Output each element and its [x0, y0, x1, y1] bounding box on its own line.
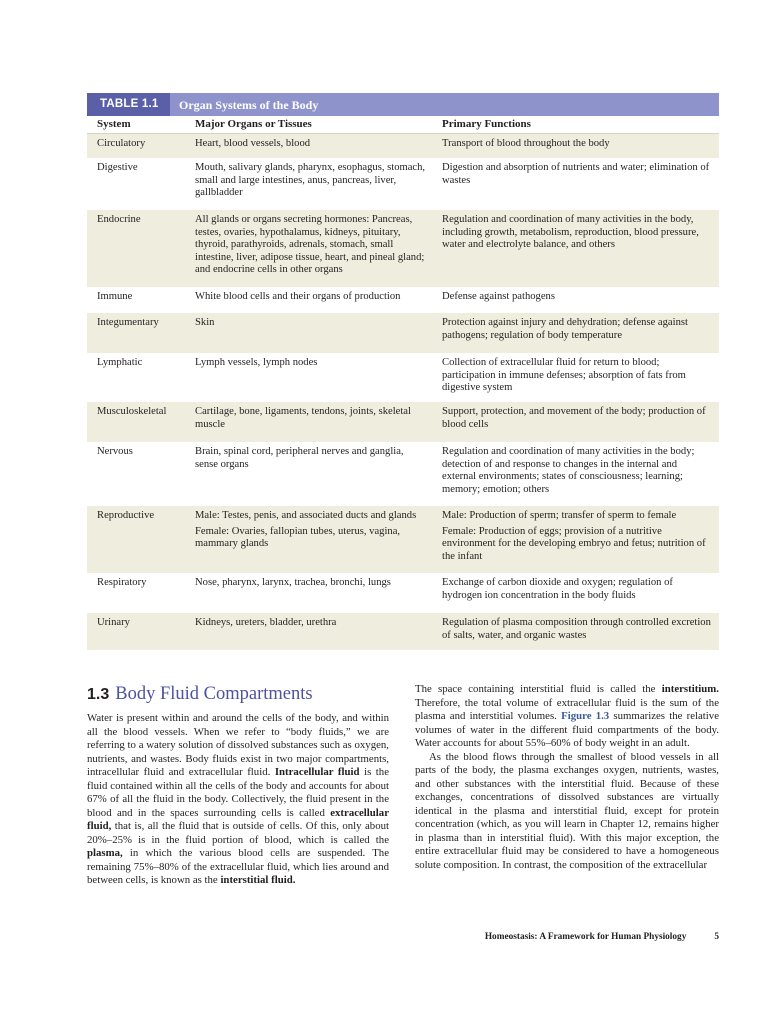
figure-reference-link[interactable]: Figure 1.3	[561, 710, 610, 722]
table-row	[87, 506, 719, 573]
organs-cell: All glands or organs secreting hormones: Pancreas, testes, ovaries, hypothalamus, kidneys, pituitary, thyroid, parathyroids, adrenals, stomach, small intestine, liver, adipose tissue, heart, and pineal gland; and endocrine cells in other organs	[195, 214, 425, 275]
right-text-column	[415, 683, 719, 872]
table-label: TABLE 1.1	[87, 93, 170, 116]
system-cell: Endocrine	[97, 214, 141, 225]
section-title: Body Fluid Compartments	[115, 684, 313, 704]
functions-cell: Regulation and coordination of many activities in the body, including growth, metabolism, reproduction, blood pressure, water and electrolyte balance, and others	[442, 214, 699, 250]
running-title: Homeostasis: A Framework for Human Physiology	[484, 932, 687, 942]
functions-cell: Male: Production of sperm; transfer of sperm to female Female: Production of eggs; provision of a nutritive environment for the developing embryo and fetus; nutrition of the infant	[442, 510, 706, 562]
section-heading	[87, 684, 389, 705]
organs-cell: Skin	[195, 317, 215, 328]
system-cell: Lymphatic	[97, 357, 143, 368]
key-term: Intracellular fluid	[274, 766, 360, 778]
table-header-bar	[87, 93, 719, 116]
system-cell: Respiratory	[97, 577, 147, 588]
system-cell: Nervous	[97, 446, 133, 457]
system-cell: Integumentary	[97, 317, 159, 328]
column-header-organs: Major Organs or Tissues	[195, 118, 312, 130]
table-row	[87, 210, 719, 287]
functions-cell: Defense against pathogens	[442, 291, 555, 302]
key-term: plasma,	[87, 847, 123, 859]
left-text-column	[87, 684, 389, 888]
system-cell: Digestive	[97, 162, 138, 173]
column-header-functions: Primary Functions	[442, 118, 531, 130]
functions-cell: Protection against injury and dehydration; defense against pathogens; regulation of body temperature	[442, 317, 688, 341]
table-row	[87, 613, 719, 650]
system-cell: Circulatory	[97, 138, 146, 149]
system-cell: Immune	[97, 291, 133, 302]
page-number: 5	[714, 932, 719, 942]
table-row	[87, 442, 719, 506]
key-term: interstitium.	[661, 683, 719, 695]
key-term: extracellular fluid,	[87, 806, 389, 832]
functions-cell: Exchange of carbon dioxide and oxygen; regulation of hydrogen ion concentration in the body fluids	[442, 577, 673, 601]
table-column-headers	[87, 116, 719, 134]
functions-cell: Regulation and coordination of many activities in the body; detection of and response to changes in the internal and external environments; states of consciousness; learning; memory; emotion; others	[442, 446, 695, 495]
organs-cell: Male: Testes, penis, and associated ducts and glands Female: Ovaries, fallopian tubes, uterus, vagina, mammary glands	[195, 510, 417, 549]
table-row	[87, 573, 719, 613]
system-cell: Reproductive	[97, 510, 155, 521]
section-number: 1.3	[87, 686, 110, 703]
organs-cell: Mouth, salivary glands, pharynx, esophagus, stomach, small and large intestines, anus, pancreas, liver, gallbladder	[195, 162, 426, 198]
table-title: Organ Systems of the Body	[179, 98, 319, 112]
organs-cell: Lymph vessels, lymph nodes	[195, 357, 318, 368]
organs-cell: Cartilage, bone, ligaments, tendons, joints, skeletal muscle	[195, 406, 411, 430]
organs-cell: Kidneys, ureters, bladder, urethra	[195, 617, 337, 628]
organs-cell: Heart, blood vessels, blood	[195, 138, 311, 149]
column-header-system: System	[97, 118, 131, 130]
functions-cell: Support, protection, and movement of the body; production of blood cells	[442, 406, 706, 430]
table-row	[87, 353, 719, 402]
table-row	[87, 287, 719, 313]
body-paragraph: Water is present within and around the cells of the body, and within all the blood vessels. When we refer to “body fluids,” we are referring to a watery solution of dissolved substances such as oxygen, nutrients, and wastes. Body fluids exist in two major compartments, intracellular fluid and extracellular fluid. Intracellular fluid is the fluid contained within all the cells of the body and accounts for about 67% of all the fluid in the body. Collectively, the fluid present in the blood and in the spaces surrounding cells is called extracellular fluid, that is, all the fluid that is outside of cells. Of this, only about 20%–25% is in the fluid portion of blood, which is called the plasma, in which the various blood cells are suspended. The remaining 75%–80% of the extracellular fluid, which lies around and between cells, is known as the interstitial fluid.	[87, 712, 389, 886]
key-term: interstitial fluid.	[220, 874, 296, 886]
functions-cell: Regulation of plasma composition through controlled excretion of salts, water, and organic wastes	[442, 617, 711, 641]
organs-cell: Brain, spinal cord, peripheral nerves and ganglia, sense organs	[195, 446, 404, 470]
body-paragraph: As the blood flows through the smallest of blood vessels in all parts of the body, the plasma exchanges oxygen, nutrients, wastes, and other substances with the interstitial fluid. Because of these exchanges, concentrations of dissolved substances are virtually identical in the plasma and interstitial fluid, except for protein concentration (which, as you will learn in Chapter 12, remains higher in plasma than in interstitial fluid). With this major exception, the entire extracellular fluid may be considered to have a homogeneous solute composition. In contrast, the composition of the extracellular	[415, 750, 719, 871]
functions-cell: Transport of blood throughout the body	[442, 138, 610, 149]
organs-cell: Nose, pharynx, larynx, trachea, bronchi, lungs	[195, 577, 391, 588]
functions-cell: Collection of extracellular fluid for return to blood; participation in immune defenses; absorption of fats from digestive system	[442, 357, 686, 393]
table-row	[87, 313, 719, 353]
table-row	[87, 134, 719, 158]
page-footer	[440, 932, 719, 942]
organ-systems-table	[87, 93, 719, 650]
functions-cell: Digestion and absorption of nutrients and water; elimination of wastes	[442, 162, 710, 186]
table-row	[87, 402, 719, 442]
organs-cell: White blood cells and their organs of production	[195, 291, 401, 302]
table-row	[87, 158, 719, 210]
body-paragraph: The space containing interstitial fluid is called the interstitium. Therefore, the total volume of extracellular fluid is the sum of the plasma and interstitial volumes. Figure 1.3 summarizes the relative volumes of water in the different fluid compartments of the body. Water accounts for about 55%–60% of body weight in an adult.	[415, 683, 719, 749]
system-cell: Musculoskeletal	[97, 406, 167, 417]
system-cell: Urinary	[97, 617, 130, 628]
